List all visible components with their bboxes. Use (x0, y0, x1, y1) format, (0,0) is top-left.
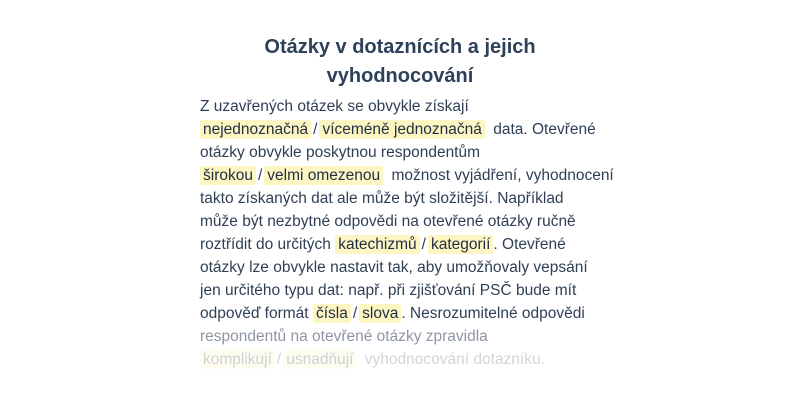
static-text: . Otevřené (493, 236, 566, 253)
text-line (200, 325, 610, 348)
text-line (200, 95, 610, 118)
text-line (200, 164, 614, 187)
static-text: roztřídit do určitých (200, 236, 331, 253)
static-text: otázky obvykle poskytnou respondentům (200, 144, 481, 161)
static-text: možnost vyjádření, vyhodnocení (391, 167, 614, 184)
static-text: vyhodnocování dotazníku. (364, 351, 545, 368)
text-line (200, 233, 610, 256)
static-text: takto získaných dat ale může být složitější. Například (200, 190, 564, 207)
static-text: . Nesrozumitelné odpovědi (401, 305, 585, 322)
text-line (200, 210, 610, 233)
page-title (200, 33, 600, 91)
static-text: odpověď formát (200, 305, 309, 322)
text-line (200, 118, 610, 141)
text-line (200, 348, 610, 371)
static-text: jen určitého typu dat: např. při zjišťování PSČ bude mít (200, 282, 577, 299)
choice-separator: / (421, 236, 426, 253)
static-text: může být nezbytné odpovědi na otevřené otázky ručně (200, 213, 576, 230)
text-line (200, 256, 610, 279)
choice-option-velmi-omezenou[interactable]: velmi omezenou (264, 166, 383, 185)
text-line (200, 141, 610, 164)
choice-separator: / (276, 351, 282, 368)
static-text: data. Otevřené (493, 121, 596, 138)
text-line (200, 302, 610, 325)
choice-separator: / (352, 305, 358, 322)
choice-option-nejednoznacna[interactable]: nejednoznačná (200, 120, 311, 139)
exercise-paragraph (200, 95, 614, 371)
choice-option-kategorii[interactable]: kategorií (428, 235, 493, 254)
text-line (200, 279, 610, 302)
text-line (200, 187, 610, 210)
choice-option-usnadnuji[interactable]: usnadňují (283, 350, 356, 369)
choice-option-sirokou[interactable]: širokou (200, 166, 256, 185)
choice-separator: / (313, 121, 318, 138)
choice-option-komplikuji[interactable]: komplikují (200, 350, 275, 369)
static-text: otázky lze obvykle nastavit tak, aby umožňovaly vepsání (200, 259, 588, 276)
static-text: respondentů na otevřené otázky zpravidla (200, 328, 488, 345)
choice-option-slova[interactable]: slova (359, 304, 401, 323)
choice-separator: / (257, 167, 263, 184)
title-line-1: Otázky v dotaznících a jejich (264, 36, 536, 58)
choice-option-cisla[interactable]: čísla (313, 304, 351, 323)
static-text: Z uzavřených otázek se obvykle získají (200, 98, 469, 115)
title-line-2: vyhodnocování (326, 65, 474, 87)
choice-option-katechizmu[interactable]: katechizmů (335, 235, 419, 254)
choice-option-vicemene-jednoznacna[interactable]: víceméně jednoznačná (319, 120, 484, 139)
